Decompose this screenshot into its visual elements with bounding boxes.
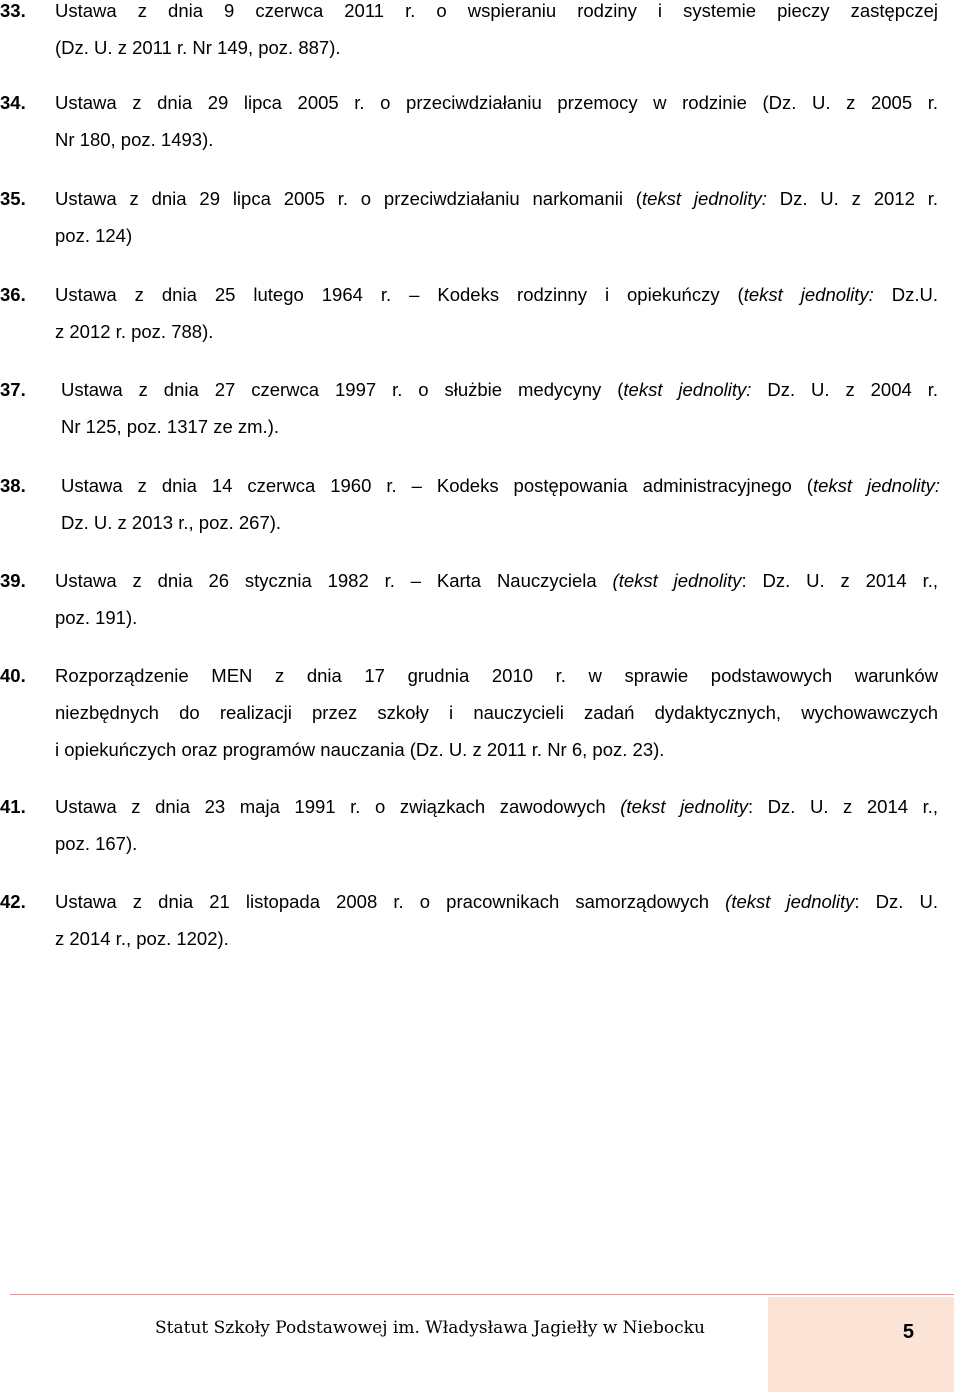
item-text: Rozporządzenie MEN z dnia 17 grudnia 2010 r. w sprawie podstawowych warunków niezbędnych do realizacji przez szkoły i nauczycieli zadań dydaktycznych, wychowawczych i opiekuńczych oraz programów nauczania (Dz. U. z 2011 r. Nr 6, poz. 23). bbox=[55, 665, 938, 760]
page-number-box bbox=[768, 1297, 954, 1392]
item-text: Ustawa z dnia 26 stycznia 1982 r. – Karta Nauczyciela (tekst jednolity: Dz. U. z 2014 r., poz. 191). bbox=[55, 570, 938, 628]
item-number: 41. bbox=[0, 796, 26, 817]
item-number: 39. bbox=[0, 570, 26, 591]
item-text: Ustawa z dnia 23 maja 1991 r. o związkach zawodowych (tekst jednolity: Dz. U. z 2014 r., poz. 167). bbox=[55, 796, 939, 854]
item-text: Ustawa z dnia 29 lipca 2005 r. o przeciwdziałaniu przemocy w rodzinie (Dz. U. z 2005 r. Nr 180, poz. 1493). bbox=[55, 92, 938, 150]
item-number: 33. bbox=[0, 0, 26, 21]
item-number: 34. bbox=[0, 92, 26, 113]
item-number: 40. bbox=[0, 665, 26, 686]
item-text: Ustawa z dnia 29 lipca 2005 r. o przeciwdziałaniu narkomanii (tekst jednolity: Dz. U. z 2012 r. poz. 124) bbox=[55, 188, 938, 246]
item-number: 36. bbox=[0, 284, 26, 305]
item-text: Ustawa z dnia 25 lutego 1964 r. – Kodeks rodzinny i opiekuńczy (tekst jednolity: Dz.U. z 2012 r. poz. 788). bbox=[55, 284, 939, 342]
page-number: 5 bbox=[902, 1321, 914, 1343]
item-number: 37. bbox=[0, 379, 26, 400]
footer-divider bbox=[10, 1294, 954, 1295]
item-number: 42. bbox=[0, 891, 26, 912]
item-text: Ustawa z dnia 27 czerwca 1997 r. o służbie medycyny (tekst jednolity: Dz. U. z 2004 r. Nr 125, poz. 1317 ze zm.). bbox=[61, 379, 938, 437]
item-text: Ustawa z dnia 14 czerwca 1960 r. – Kodeks postępowania administracyjnego (tekst jednolity: Dz. U. z 2013 r., poz. 267). bbox=[61, 475, 940, 533]
item-text: Ustawa z dnia 9 czerwca 2011 r. o wspieraniu rodziny i systemie pieczy zastępczej (Dz. U. z 2011 r. Nr 149, poz. 887). bbox=[55, 0, 938, 58]
item-number: 38. bbox=[0, 475, 26, 496]
item-number: 35. bbox=[0, 188, 26, 209]
footer-title: Statut Szkoły Podstawowej im. Władysława Jagiełły w Niebocku bbox=[155, 1318, 705, 1338]
page-footer bbox=[10, 1294, 954, 1392]
item-text: Ustawa z dnia 21 listopada 2008 r. o pracownikach samorządowych (tekst jednolity: Dz. U. z 2014 r., poz. 1202). bbox=[55, 891, 939, 949]
